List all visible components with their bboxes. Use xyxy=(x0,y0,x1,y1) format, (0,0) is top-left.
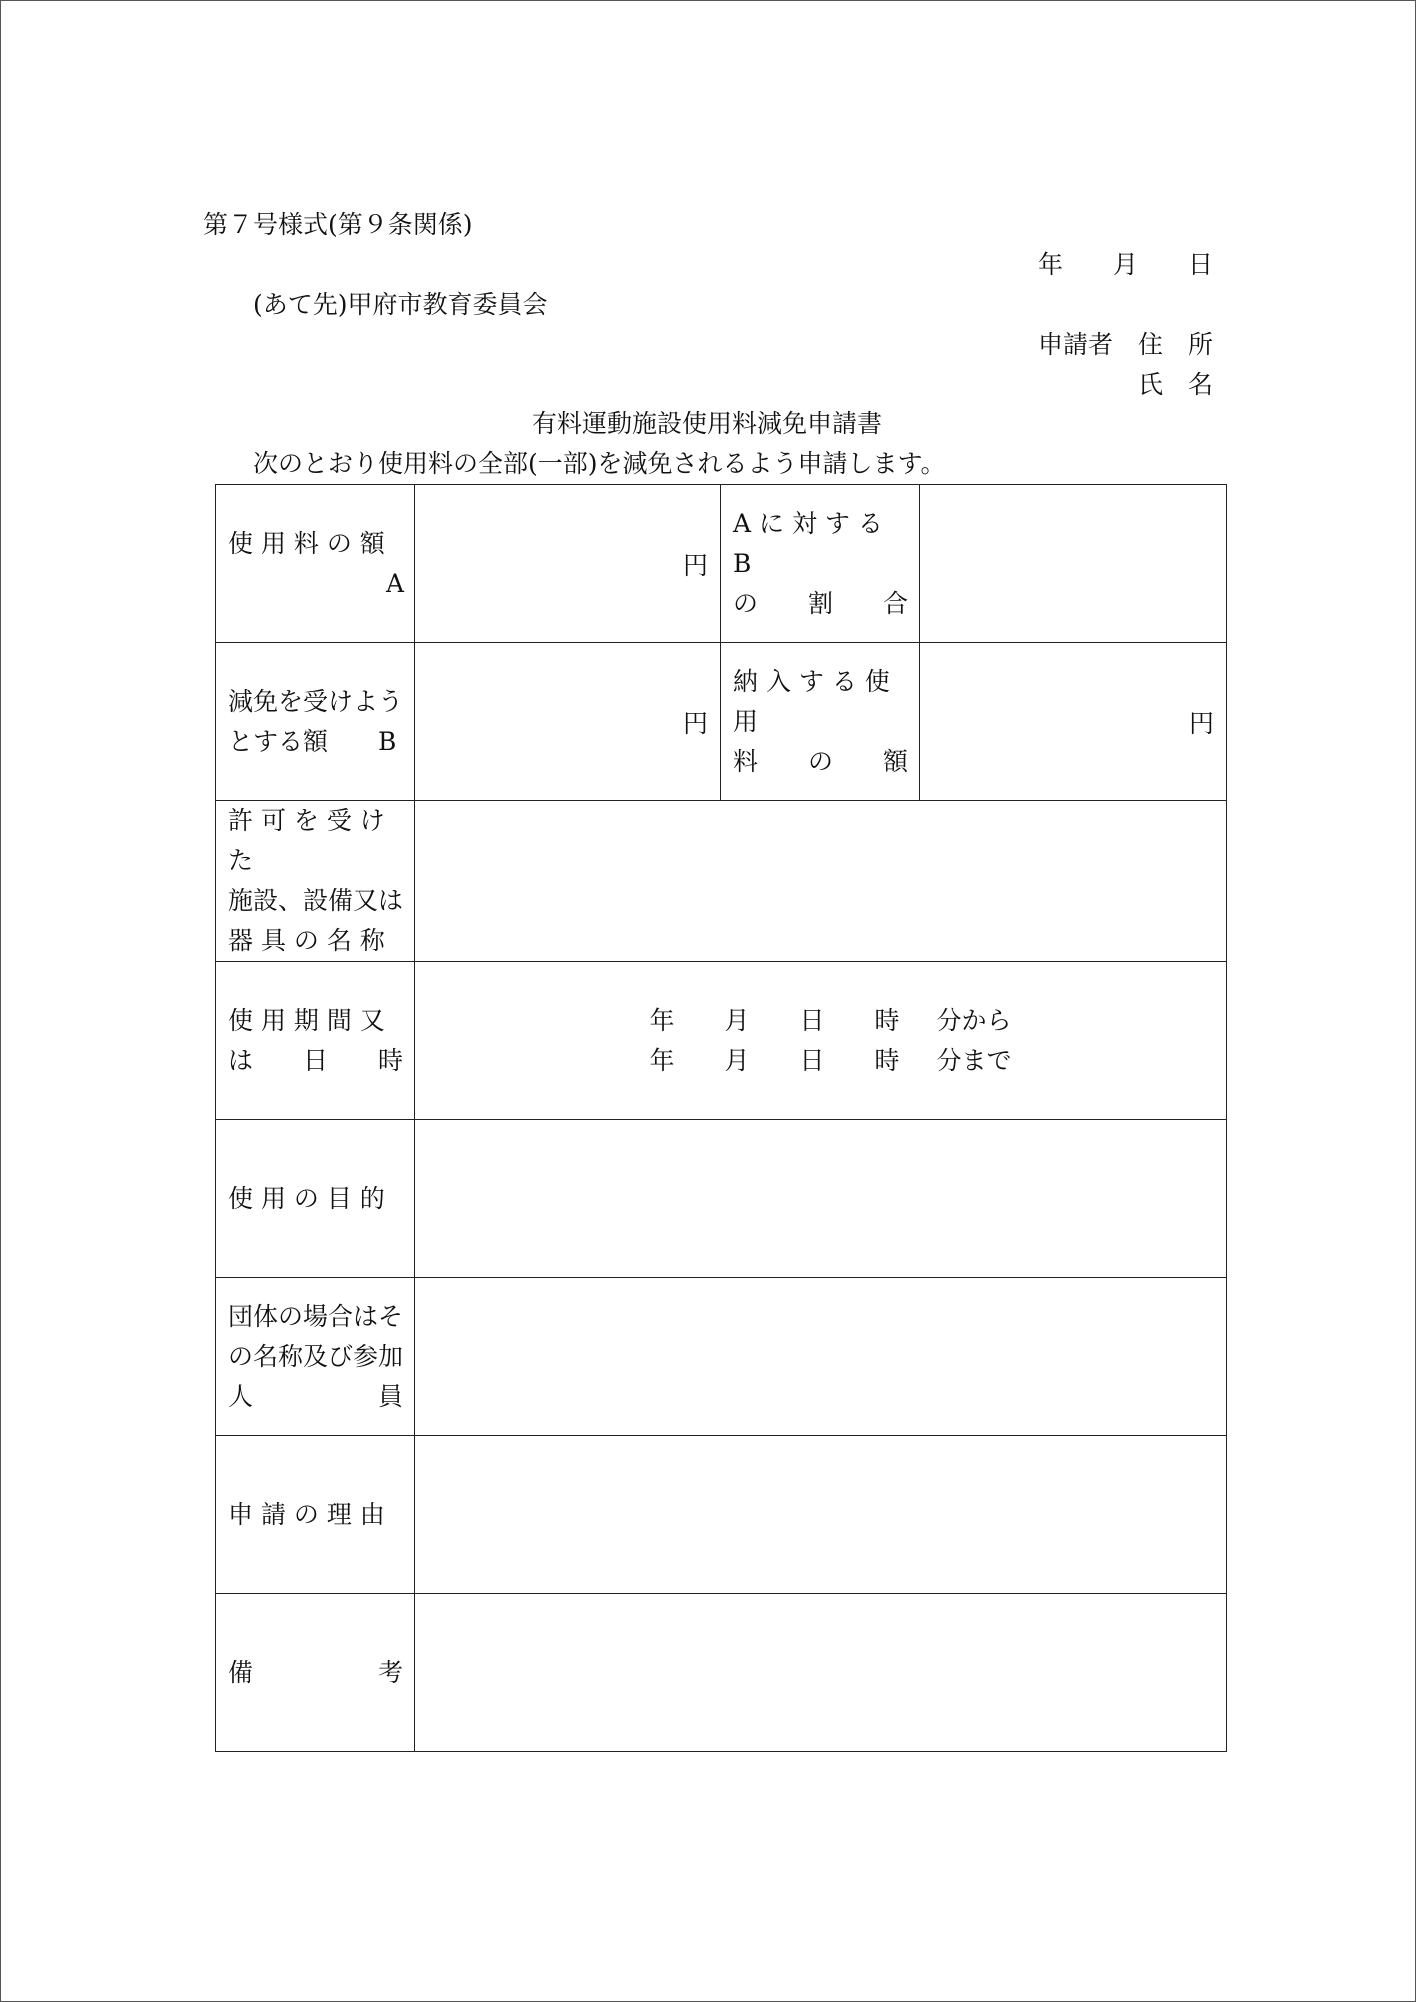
intro-text: 次のとおり使用料の全部(一部)を減免されるよう申請します。 xyxy=(253,449,946,478)
name-label: 氏 名 xyxy=(1138,370,1214,399)
yen-unit: 円 xyxy=(682,550,708,580)
table-row xyxy=(216,1120,1227,1278)
group-field[interactable] xyxy=(415,1278,1227,1436)
applicant-label: 申請者 xyxy=(1038,330,1114,359)
date-year-label: 年 xyxy=(1038,250,1064,279)
period-field[interactable] xyxy=(415,962,1227,1120)
table-row xyxy=(216,1278,1227,1436)
yen-unit: 円 xyxy=(682,708,708,738)
table-row xyxy=(216,1436,1227,1594)
purpose-field[interactable] xyxy=(415,1120,1227,1278)
reduction-b-label: 減免を受けよう とする額 B xyxy=(216,643,415,801)
ratio-label: A に 対 す る B の 割 合 xyxy=(721,485,920,643)
period-from-row: 年 月 日 時 分から xyxy=(649,1005,1012,1035)
table-row xyxy=(216,1594,1227,1752)
addressee: (あて先)甲府市教育委員会 xyxy=(253,290,548,319)
date-day-label: 日 xyxy=(1187,250,1213,279)
group-label: 団体の場合はそ の名称及び参加 人 員 xyxy=(216,1278,415,1436)
address-label: 住 所 xyxy=(1138,330,1214,359)
table-row xyxy=(216,801,1227,962)
form-number: 第７号様式(第９条関係) xyxy=(203,210,473,239)
period-to-row: 年 月 日 時 分まで xyxy=(649,1045,1012,1075)
fee-a-field[interactable] xyxy=(415,485,721,643)
reason-field[interactable] xyxy=(415,1436,1227,1594)
facility-field[interactable] xyxy=(415,801,1227,962)
purpose-label: 使 用 の 目 的 xyxy=(216,1120,415,1278)
ratio-field[interactable] xyxy=(920,485,1227,643)
fee-a-label: 使 用 料 の 額 A xyxy=(216,485,415,643)
period-label: 使 用 期 間 又 は 日 時 xyxy=(216,962,415,1120)
table-row xyxy=(216,643,1227,801)
remarks-label: 備 考 xyxy=(216,1594,415,1752)
payable-field[interactable] xyxy=(920,643,1227,801)
table-row xyxy=(216,962,1227,1120)
reduction-b-field[interactable] xyxy=(415,643,721,801)
yen-unit: 円 xyxy=(1188,708,1214,738)
reason-label: 申 請 の 理 由 xyxy=(216,1436,415,1594)
facility-label: 許 可 を 受 け た 施設、設備又は 器 具 の 名 称 xyxy=(216,801,415,962)
document-title: 有料運動施設使用料減免申請書 xyxy=(532,409,883,438)
date-line xyxy=(1038,250,1213,280)
payable-label: 納 入 す る 使用 料 の 額 xyxy=(721,643,920,801)
remarks-field[interactable] xyxy=(415,1594,1227,1752)
table-row xyxy=(216,485,1227,643)
date-month-label: 月 xyxy=(1112,250,1138,279)
application-table xyxy=(215,484,1227,1752)
